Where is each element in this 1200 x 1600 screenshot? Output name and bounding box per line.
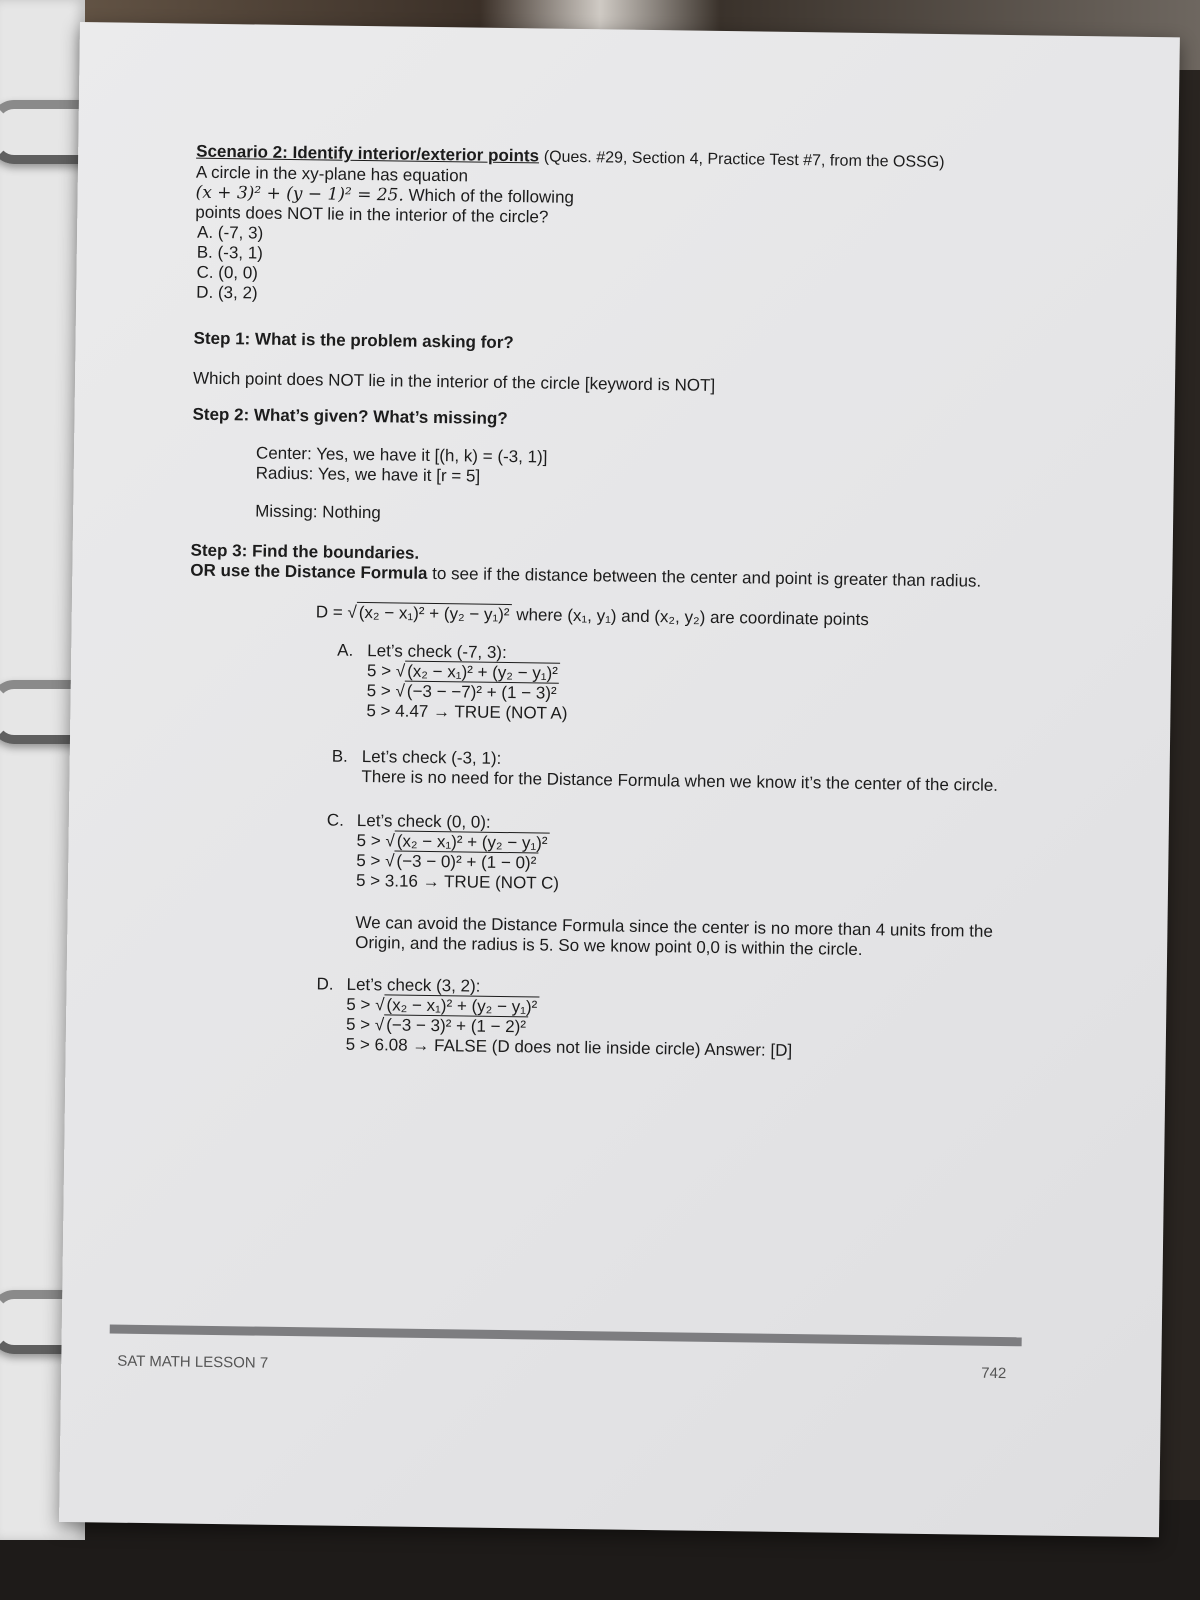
question-line-2: Which of the following (408, 185, 575, 207)
check-c-line2-prefix: 5 > (356, 850, 381, 871)
footer-lesson-label: SAT MATH LESSON 7 (117, 1352, 269, 1372)
check-c-line1-radicand: (x₂ − x₁)² + (y₂ − y₁)² (395, 830, 550, 852)
circle-equation: (x + 3)² + (y − 1)² = 25. (195, 182, 404, 206)
check-b (331, 747, 1011, 796)
check-a-line1-radicand: (x₂ − x₁)² + (y₂ − y₁)² (405, 661, 560, 683)
sqrt-icon: √ (395, 661, 406, 681)
sqrt-icon: √ (395, 681, 406, 701)
check-b-title: Let’s check (-3, 1): (361, 747, 502, 768)
check-d-letter: D. (316, 974, 334, 994)
footer-divider (110, 1325, 1022, 1347)
check-c (325, 811, 1087, 964)
step2-heading: Step 2: What’s given? What’s missing? (192, 404, 508, 429)
check-a-title: Let’s check (-7, 3): (367, 641, 507, 663)
choice-c: C. (0, 0) (196, 262, 259, 283)
check-b-letter: B. (331, 746, 348, 766)
sqrt-icon: √ (374, 1015, 385, 1035)
scenario-title: Scenario 2: Identify interior/exterior points (196, 141, 540, 166)
check-a-line2-prefix: 5 > (366, 681, 391, 701)
question-line-1: A circle in the xy-plane has equation (195, 162, 469, 186)
check-c-title: Let’s check (0, 0): (356, 810, 491, 832)
step3-heading: Step 3: Find the boundaries. (190, 540, 420, 563)
check-c-line1-prefix: 5 > (356, 830, 381, 851)
choice-b: B. (-3, 1) (196, 242, 264, 263)
check-a-letter: A. (337, 640, 354, 660)
step3-or-prefix: OR use the (190, 560, 285, 581)
question-line-3: points does NOT lie in the interior of the circle? (195, 202, 549, 227)
check-a-line1-prefix: 5 > (366, 661, 392, 681)
formula-suffix: where (x₁, y₁) and (x₂, y₂) are coordinate points (516, 605, 869, 630)
check-a-result: 5 > 4.47 → TRUE (NOT A) (366, 701, 568, 723)
step1-heading: Step 1: What is the problem asking for? (193, 328, 514, 353)
check-d-line2-prefix: 5 > (345, 1014, 371, 1035)
check-d (316, 974, 1085, 1065)
step1-answer: Which point does NOT lie in the interior of the circle [keyword is NOT] (192, 368, 716, 395)
step3-distance-formula: Distance Formula (284, 561, 428, 583)
check-d-line1-prefix: 5 > (346, 994, 371, 1015)
step2-radius: Radius: Yes, we have it [r = 5] (255, 463, 481, 486)
sqrt-icon: √ (385, 831, 395, 851)
formula-radicand: (x₂ − x₁)² + (y₂ − y₁)² (357, 602, 512, 624)
check-d-title: Let’s check (3, 2): (346, 974, 481, 996)
sqrt-icon: √ (347, 602, 357, 622)
check-c-result: 5 > 3.16 → TRUE (NOT C) (355, 870, 560, 893)
check-c-note: We can avoid the Distance Formula since the center is no more than 4 units from the Origin, and the radius is 5. So we know point 0,0 is within the circle. (355, 912, 994, 960)
check-c-line2-radicand: (−3 − 0)² + (1 − 0)² (394, 850, 538, 872)
answer-choices (196, 223, 1095, 316)
page-number: 742 (981, 1364, 1007, 1383)
check-c-letter: C. (326, 810, 345, 830)
check-d-result: 5 > 6.08 → FALSE (D does not lie inside circle) Answer: [D] (345, 1034, 793, 1061)
page-content (184, 142, 1097, 1065)
scenario-source: (Ques. #29, Section 4, Practice Test #7, from the OSSG) (543, 148, 945, 172)
choice-d: D. (3, 2) (196, 282, 258, 303)
step3-or-suffix: to see if the distance between the center and point is greater than radius. (427, 563, 982, 591)
formula-lhs: D = (315, 602, 343, 622)
check-a-line2-radicand: (−3 − −7)² + (1 − 3)² (405, 681, 559, 703)
distance-formula (316, 602, 1090, 633)
step2-missing: Missing: Nothing (255, 501, 381, 523)
document-page (59, 22, 1180, 1537)
check-d-line2-radicand: (−3 − 3)² + (1 − 2)² (384, 1014, 528, 1036)
sqrt-icon: √ (375, 995, 385, 1015)
check-a (336, 641, 1089, 731)
choice-a: A. (-7, 3) (196, 222, 264, 243)
step2-center: Center: Yes, we have it [(h, k) = (-3, 1)] (255, 443, 548, 467)
sqrt-icon: √ (385, 851, 395, 871)
check-d-line1-radicand: (x₂ − x₁)² + (y₂ − y₁)² (384, 994, 539, 1016)
check-b-note: There is no need for the Distance Formula when we know it’s the center of the circle. (361, 767, 999, 795)
